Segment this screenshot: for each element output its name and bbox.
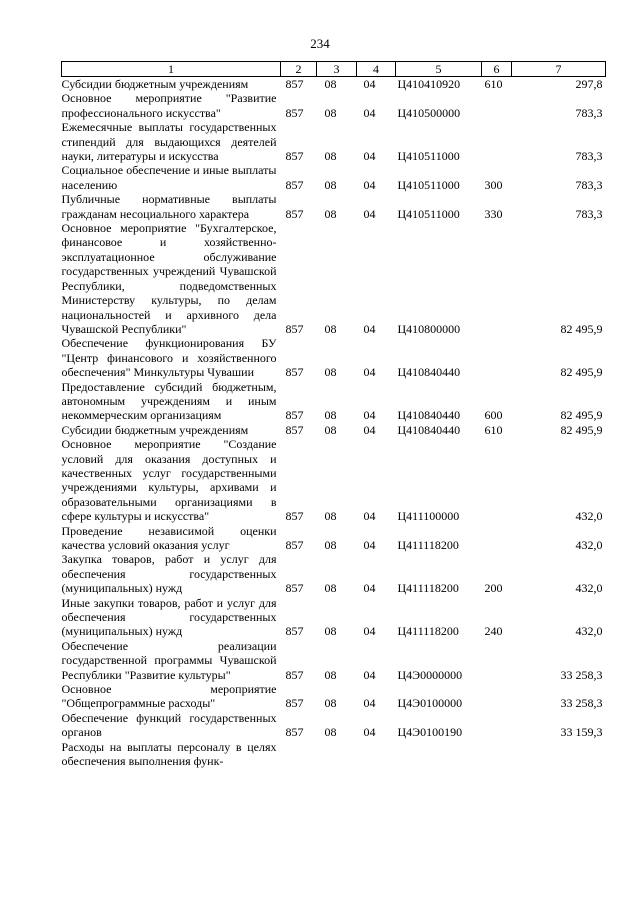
- row-code-2: 857: [285, 696, 304, 711]
- row-code-5: Ц410511000: [397, 149, 460, 164]
- row-code-4: 04: [363, 581, 376, 596]
- row-amount: 432,0: [575, 581, 603, 596]
- row-name: Расходы на выплаты персоналу в целях обеспечения выполнения функ-: [61, 739, 277, 769]
- row-code-2: [281, 740, 317, 769]
- row-code-4: 04: [363, 321, 376, 336]
- row-code-5: Ц410500000: [397, 105, 461, 120]
- row-code-5: [396, 740, 482, 769]
- row-code-2: 857: [285, 581, 304, 596]
- row-amount: [512, 740, 606, 769]
- header-col-5: 5: [396, 62, 482, 77]
- row-code-5: Ц410410920: [397, 77, 461, 91]
- row-name: Проведение независимой оценки качества условий оказания услуг: [61, 523, 277, 552]
- row-code-2: 857: [285, 177, 304, 192]
- row-code-6: [482, 336, 512, 379]
- row-code-3: 08: [324, 149, 337, 164]
- header-col-3: 3: [317, 62, 357, 77]
- row-code-5: Ц4Э0100000: [397, 696, 463, 711]
- row-amount: 82 495,9: [560, 408, 603, 423]
- row-code-5: Ц410800000: [397, 321, 461, 336]
- row-code-4: 04: [363, 149, 376, 164]
- row-code-2: 857: [285, 422, 304, 437]
- row-amount: 432,0: [575, 509, 603, 524]
- header-col-7: 7: [512, 62, 606, 77]
- table-row: [62, 120, 606, 163]
- row-code-3: 08: [324, 696, 337, 711]
- page-number: 234: [310, 36, 330, 51]
- row-code-5: Ц411118200: [397, 624, 459, 639]
- row-code-2: 857: [285, 538, 304, 552]
- row-code-6: [482, 682, 512, 711]
- table-header: [62, 62, 606, 77]
- row-code-4: 04: [363, 206, 376, 221]
- row-name: Обеспечение функций государственных органов: [61, 710, 277, 740]
- row-name: Основное мероприятие "Бухгалтерское, финансовое и хозяйственно-эксплуатационное обслуживание государственных учреждений Чувашской Республики, подведомственных Министерству культуры, по делам национальностей и архивного дела Чувашской Республики": [61, 221, 277, 336]
- table-row: [62, 639, 606, 682]
- row-code-3: 08: [324, 422, 337, 437]
- row-code-2: 857: [285, 321, 304, 336]
- row-code-2: 857: [285, 105, 304, 120]
- row-code-4: [357, 740, 396, 769]
- row-code-5: Ц410840440: [397, 365, 461, 380]
- header-col-6: 6: [482, 62, 512, 77]
- row-amount: 432,0: [575, 624, 603, 639]
- row-code-3: 08: [324, 725, 337, 740]
- row-name: Основное мероприятие "Создание условий для оказания доступных и качественных услуг государственными учреждениями культуры, архивами и образовательными организациями в сфере культуры и искусства": [61, 437, 277, 524]
- row-code-6: [482, 221, 512, 336]
- row-name: Публичные нормативные выплаты гражданам несоциального характера: [61, 192, 277, 221]
- row-code-5: Ц410840440: [397, 408, 461, 423]
- row-amount: 783,3: [575, 105, 603, 120]
- row-code-3: 08: [324, 77, 337, 91]
- row-code-6: 610: [484, 77, 503, 91]
- budget-table: [61, 61, 606, 769]
- row-code-4: 04: [363, 365, 376, 380]
- row-code-4: 04: [363, 509, 376, 524]
- header-col-1: 1: [62, 62, 281, 77]
- table-row: [62, 740, 606, 769]
- row-code-6: [482, 437, 512, 523]
- row-code-4: 04: [363, 624, 376, 639]
- header-col-2: 2: [281, 62, 317, 77]
- row-code-3: 08: [324, 667, 337, 682]
- row-name: Основное мероприятие "Развитие профессионального искусства": [61, 91, 277, 120]
- row-code-3: 08: [324, 408, 337, 423]
- row-amount: 297,8: [575, 77, 603, 91]
- row-name: Ежемесячные выплаты государственных стипендий для выдающихся деятелей науки, литературы и искусства: [61, 120, 277, 164]
- row-amount: 82 495,9: [560, 422, 603, 437]
- row-code-6: [482, 740, 512, 769]
- row-code-5: Ц411118200: [397, 581, 459, 596]
- row-code-3: 08: [324, 177, 337, 192]
- row-code-4: 04: [363, 696, 376, 711]
- row-amount: 783,3: [575, 177, 603, 192]
- row-amount: 33 258,3: [560, 667, 603, 682]
- row-amount: 82 495,9: [560, 321, 603, 336]
- table-row: [62, 91, 606, 120]
- row-code-6: 300: [484, 177, 503, 192]
- row-code-2: 857: [285, 206, 304, 221]
- row-code-3: 08: [324, 105, 337, 120]
- row-name: Предоставление субсидий бюджетным, автономным учреждениям и иным некоммерческим организациям: [61, 379, 277, 423]
- row-code-3: 08: [324, 538, 337, 552]
- row-code-3: 08: [324, 321, 337, 336]
- row-name: Обеспечение функционирования БУ "Центр финансового и хозяйственного обеспечения" Минкультуры Чувашии: [61, 336, 277, 380]
- row-code-2: 857: [285, 77, 304, 91]
- row-amount: 82 495,9: [560, 365, 603, 380]
- row-code-6: [482, 91, 512, 120]
- row-code-2: 857: [285, 624, 304, 639]
- row-name: Обеспечение реализации государственной программы Чувашской Республики "Развитие культуры": [61, 638, 277, 682]
- header-row: [62, 62, 606, 77]
- row-code-6: [482, 120, 512, 163]
- row-code-3: 08: [324, 624, 337, 639]
- row-name: Субсидии бюджетным учреждениям: [61, 77, 249, 91]
- row-code-4: 04: [363, 667, 376, 682]
- row-name: Социальное обеспечение и иные выплаты населению: [61, 163, 277, 192]
- row-code-4: 04: [363, 408, 376, 423]
- row-code-5: Ц411118200: [397, 538, 459, 552]
- row-amount: 33 258,3: [560, 696, 603, 711]
- row-code-2: 857: [285, 408, 304, 423]
- row-code-2: 857: [285, 509, 304, 524]
- row-name: Иные закупки товаров, работ и услуг для обеспечения государственных (муниципальных) нужд: [61, 595, 277, 639]
- row-code-3: [317, 740, 357, 769]
- row-code-2: 857: [285, 667, 304, 682]
- row-code-2: 857: [285, 149, 304, 164]
- row-name: Основное мероприятие "Общепрограммные расходы": [61, 682, 277, 711]
- row-code-2: 857: [285, 365, 304, 380]
- row-code-3: 08: [324, 365, 337, 380]
- table-row: [62, 380, 606, 423]
- row-code-3: 08: [324, 206, 337, 221]
- row-code-6: [482, 524, 512, 553]
- row-name: Закупка товаров, работ и услуг для обеспечения государственных (муниципальных) нужд: [61, 552, 277, 596]
- row-code-3: 08: [324, 581, 337, 596]
- row-code-5: Ц410511000: [397, 206, 460, 221]
- row-code-6: 610: [484, 422, 503, 437]
- table-row: [62, 437, 606, 523]
- row-code-5: Ц411100000: [397, 509, 460, 524]
- row-code-5: Ц4Э0000000: [397, 667, 463, 682]
- table-body: [62, 77, 606, 769]
- row-code-4: 04: [363, 725, 376, 740]
- row-code-6: 240: [484, 624, 503, 639]
- row-code-4: 04: [363, 105, 376, 120]
- row-code-4: 04: [363, 538, 376, 552]
- table-row: [62, 711, 606, 740]
- row-code-3: 08: [324, 509, 337, 524]
- row-code-2: 857: [285, 725, 304, 740]
- table-row: [62, 192, 606, 221]
- table-row: [62, 163, 606, 192]
- row-code-6: 600: [484, 408, 503, 423]
- row-code-5: Ц410840440: [397, 422, 461, 437]
- table-row: [62, 596, 606, 639]
- table-row: [62, 423, 606, 437]
- table-row: [62, 77, 606, 92]
- row-code-4: 04: [363, 422, 376, 437]
- row-code-6: [482, 711, 512, 740]
- table-row: [62, 336, 606, 379]
- row-code-6: 330: [484, 206, 503, 221]
- row-code-6: 200: [484, 581, 503, 596]
- row-amount: 33 159,3: [560, 725, 603, 740]
- row-code-5: Ц410511000: [397, 177, 460, 192]
- header-col-4: 4: [357, 62, 396, 77]
- row-code-4: 04: [363, 77, 376, 91]
- row-amount: 783,3: [575, 149, 603, 164]
- row-name: Субсидии бюджетным учреждениям: [61, 422, 249, 437]
- table-row: [62, 524, 606, 553]
- row-code-4: 04: [363, 177, 376, 192]
- table-row: [62, 682, 606, 711]
- table-row: [62, 552, 606, 595]
- row-code-5: Ц4Э0100190: [397, 725, 463, 740]
- row-amount: 432,0: [575, 538, 603, 552]
- row-code-6: [482, 639, 512, 682]
- table-row: [62, 221, 606, 336]
- row-amount: 783,3: [575, 206, 603, 221]
